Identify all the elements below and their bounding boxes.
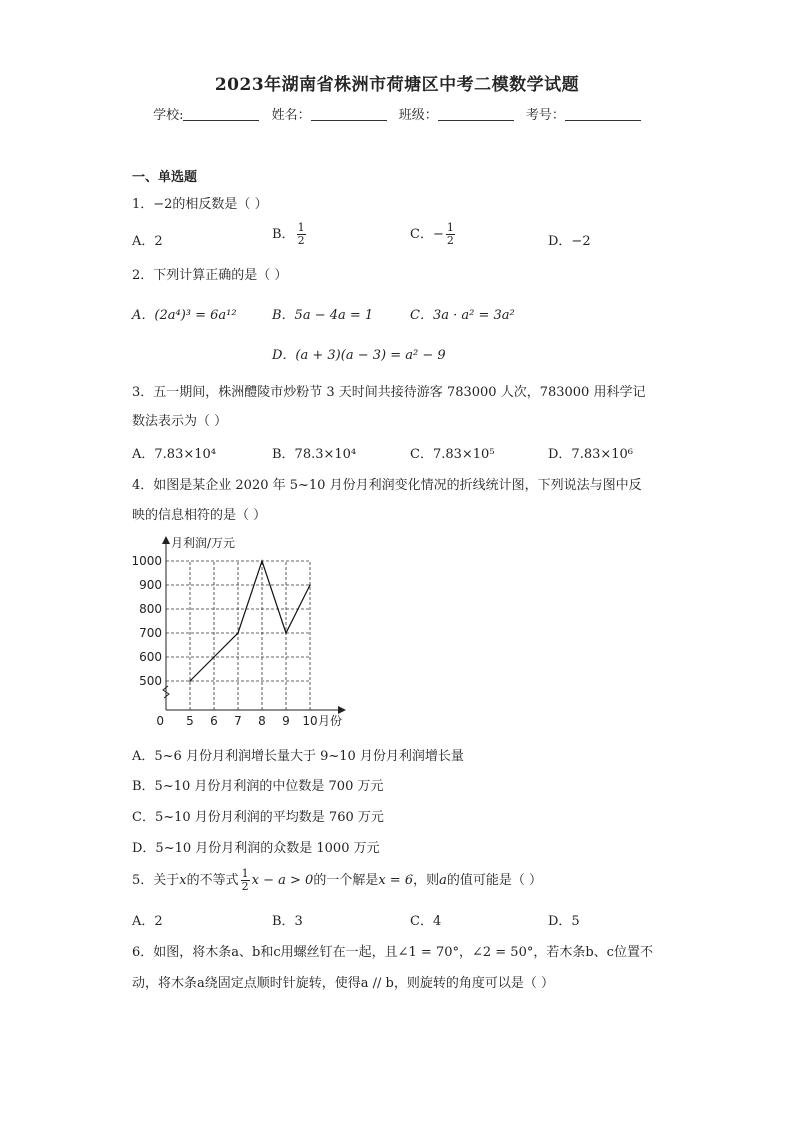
q1-c-num: 1	[446, 221, 454, 234]
class-blank[interactable]	[438, 108, 514, 121]
q1-stem: 1．−2的相反数是（ ）	[132, 197, 268, 212]
q3-option-b[interactable]: B．78.3×10⁴	[272, 447, 357, 462]
school-label: 学校:	[153, 108, 184, 123]
q5-var-x: x	[179, 873, 187, 888]
q3-option-d[interactable]: D．7.83×10⁶	[548, 447, 634, 462]
q5-stem	[132, 868, 542, 893]
q4-stem-line2: 映的信息相符的是（ ）	[132, 508, 267, 523]
q5-option-a[interactable]: A．2	[132, 914, 163, 929]
y-tick-label: 1000	[131, 554, 162, 568]
number-blank[interactable]	[565, 108, 641, 121]
number-label: 考号：	[525, 108, 565, 123]
q4-stem-line1: 4．如图是某企业 2020 年 5~10 月份月利润变化情况的折线统计图，下列说法与图中反	[132, 478, 642, 493]
q3-option-a[interactable]: A．7.83×10⁴	[132, 447, 216, 462]
q5-text-c: 的一个解是	[313, 873, 379, 888]
q1-option-b[interactable]	[272, 222, 308, 247]
name-label: 姓名：	[271, 108, 311, 123]
axis-break	[163, 686, 169, 698]
q1-option-c[interactable]	[410, 222, 457, 247]
x-tick-label: 7	[234, 714, 242, 728]
data-point	[309, 584, 311, 586]
section-heading: 一、单选题	[132, 170, 198, 185]
page-title: 2023年湖南省株洲市荷塘区中考二模数学试题	[214, 75, 580, 95]
name-blank[interactable]	[311, 108, 387, 121]
q6-stem-line1: 6．如图，将木条a、b和c用螺丝钉在一起，且∠1 = 70°，∠2 = 50°，若木条b、c位置不	[132, 945, 653, 960]
student-info-line	[0, 104, 794, 123]
q3-stem-line2: 数法表示为（ ）	[132, 414, 228, 429]
q1-b-prefix: B．	[272, 227, 295, 242]
q3-stem-line1: 3．五一期间，株洲醴陵市炒粉节 3 天时间共接待游客 783000 人次，783000 用科学记	[132, 385, 646, 400]
q6-stem-line2: 动，将木条a绕固定点顺时针旋转，使得a // b，则旋转的角度可以是（ ）	[132, 976, 554, 991]
q2-option-b[interactable]: B．5a − 4a = 1	[272, 308, 374, 323]
y-tick-label: 600	[139, 650, 162, 664]
x-tick-label: 10	[302, 714, 318, 728]
school-blank[interactable]	[183, 108, 259, 121]
q4-option-a[interactable]: A．5~6 月份月利润增长量大于 9~10 月份月利润增长量	[132, 749, 464, 764]
data-point	[261, 560, 263, 562]
school-field[interactable]	[153, 104, 259, 123]
y-axis-arrow	[162, 536, 170, 544]
q5-text-d: ，则	[413, 873, 440, 888]
q4-option-c[interactable]: C．5~10 月份月利润的平均数是 760 万元	[132, 810, 384, 825]
x-axis-arrow	[338, 706, 346, 714]
chart-svg	[131, 530, 360, 730]
name-field[interactable]	[272, 104, 387, 123]
q2-stem: 2．下列计算正确的是（ ）	[132, 268, 288, 283]
y-tick-label: 500	[139, 674, 162, 688]
q5-option-d[interactable]: D．5	[548, 914, 580, 929]
q1-c-den: 2	[446, 234, 454, 247]
class-field[interactable]	[399, 104, 514, 123]
q5-var-a: a	[439, 873, 447, 888]
q5-text-b: 的不等式	[186, 873, 239, 888]
q4-option-b[interactable]: B．5~10 月份月利润的中位数是 700 万元	[132, 779, 384, 794]
y-tick-label: 700	[139, 626, 162, 640]
q5-fraction	[241, 868, 250, 893]
x-tick-label: 6	[210, 714, 218, 728]
q5-solution: x = 6	[378, 873, 414, 888]
q2-option-d[interactable]: D．(a + 3)(a − 3) = a² − 9	[272, 348, 446, 363]
origin-label: 0	[156, 714, 164, 728]
x-axis-title: 月份	[318, 714, 343, 728]
y-tick-label: 900	[139, 578, 162, 592]
q1-c-fraction	[446, 222, 455, 247]
q3-option-c[interactable]: C．7.83×10⁵	[410, 447, 495, 462]
q5-text-a: 5．关于	[132, 873, 180, 888]
q1-b-fraction	[297, 222, 306, 247]
q1-b-num: 1	[297, 221, 305, 234]
data-point	[237, 632, 239, 634]
y-axis-title: 月利润/万元	[171, 536, 236, 550]
profit-series-line	[190, 561, 310, 681]
q2-option-c[interactable]: C．3a · a² = 3a²	[410, 308, 515, 323]
q1-b-den: 2	[297, 234, 305, 247]
number-field[interactable]	[526, 104, 641, 123]
q1-option-d[interactable]: D．−2	[548, 234, 591, 249]
data-point	[189, 680, 191, 682]
q5-option-b[interactable]: B．3	[272, 914, 303, 929]
x-tick-label: 5	[186, 714, 194, 728]
x-tick-label: 8	[258, 714, 266, 728]
q4-option-d[interactable]: D．5~10 月份月利润的众数是 1000 万元	[132, 841, 380, 856]
q2-option-a[interactable]: A．(2a⁴)³ = 6a¹²	[132, 308, 237, 323]
profit-line-chart	[131, 530, 360, 730]
class-label: 班级：	[398, 108, 438, 123]
data-point	[285, 632, 287, 634]
x-tick-label: 9	[282, 714, 290, 728]
q5-frac-num: 1	[241, 867, 249, 880]
q5-option-c[interactable]: C．4	[410, 914, 442, 929]
y-tick-label: 800	[139, 602, 162, 616]
q5-inequality: x − a > 0	[251, 873, 314, 888]
q1-c-prefix: C．−	[410, 227, 444, 242]
q5-frac-den: 2	[241, 880, 249, 893]
q5-text-e: 的值可能是（ ）	[446, 873, 543, 888]
data-point	[213, 656, 215, 658]
q1-option-a[interactable]: A．2	[132, 234, 163, 249]
